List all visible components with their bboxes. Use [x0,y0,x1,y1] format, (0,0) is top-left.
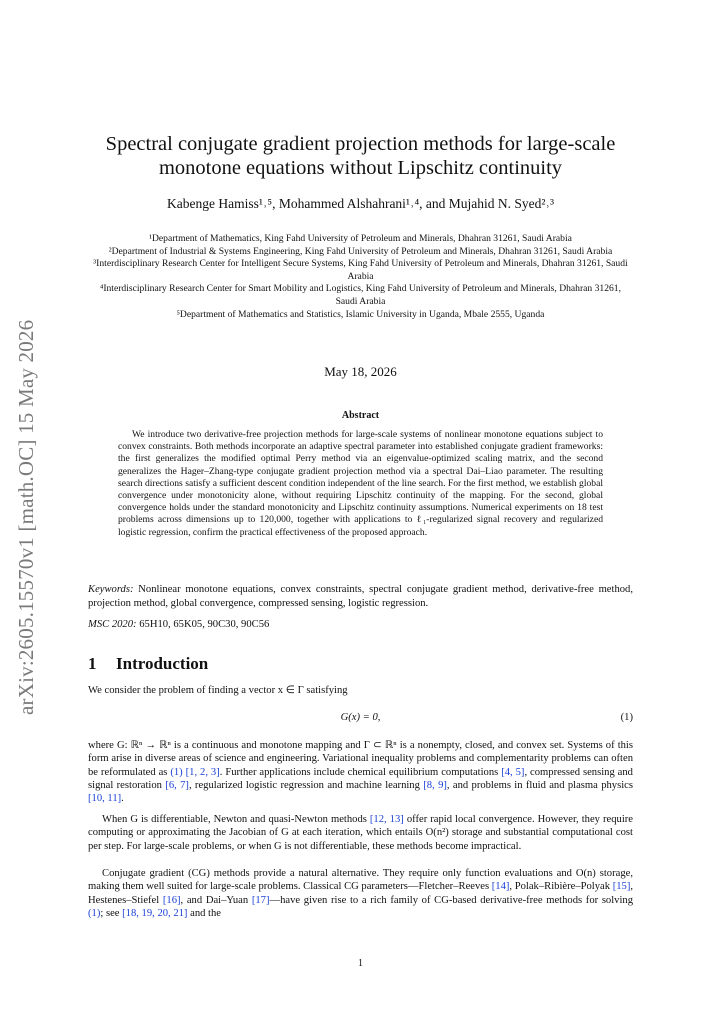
paragraph-3: Conjugate gradient (CG) methods provide a natural alternative. They require only function evaluations and O(n) storage, making them well suited for large-scale problems. Classical CG parameters—Fletcher–Reeves [14], Polak–Ribière–Polyak [15], Hestenes–Stiefel [16], and Dai–Yuan [17]—have given rise to a rich family of CG-based derivative-free methods for solving (1); see [18, 19, 20, 21] and the [88,868,634,919]
affiliation-3: ³Interdisciplinary Research Center for Intelligent Secure Systems, King Fahd University of Petroleum and Minerals, Dhahran 31261, Saudi Arabia [93,258,628,282]
citation-link[interactable]: [10, 11] [88,793,122,805]
intro-sentence: We consider the problem of finding a vector x ∈ Γ satisfying [88,685,348,696]
affiliation-1: ¹Department of Mathematics, King Fahd University of Petroleum and Minerals, Dhahran 31261, Saudi Arabia [149,233,572,244]
paper-page: arXiv:2605.15570v1 [math.OC] 15 May 2026 Spectral conjugate gradient projection methods for large-scale monotone equations without Lipschitz continuity Kabenge Hamiss¹˒⁵, Mohammed Alshahrani¹˒⁴, and Mujahid N. Syed²˒³ ¹Department of Mathematics, King Fahd University of Petroleum and Minerals, Dhahran 31261, Saudi Arabia ²Department of Industrial & Systems Engineering, King Fahd University of Petroleum and Minerals, Dhahran 31261, Saudi Arabia ³Interdisciplinary Research Center for Intelligent Secure Systems, King Fahd University of Petroleum and Minerals, Dhahran 31261, Saudi Arabia ⁴Interdisciplinary Research Center for Smart Mobility and Logistics, King Fahd University of Petroleum and Minerals, Dhahran 31261, Saudi Arabia ⁵Department of Mathematics and Statistics, Islamic University in Uganda, Mbale 2555, Uganda May 18, 2026 Abstract We introduce two derivative-free projection methods for large-scale systems of nonlinear monotone equations subject to convex constraints. Both methods incorporate an adaptive spectral parameter into established conjugate gradient frameworks: the first generalizes the modified optimal Perry method via an eigenvalue-optimized scaling matrix, and the second generalizes the Hager–Zhang-type conjugate gradient projection method via a spectral Dai–Liao parameter. The resulting search directions satisfy a sufficient descent condition independent of the line search. For the first method, we establish global convergence under monotonicity alone, without requiring Lipschitz continuity of the mapping. For the second, global convergence holds under the standard monotonicity and Lipschitz continuity assumptions. Numerical experiments on 18 test problems across dimensions up to 120,000, together with applications to ℓ₁-regularized signal recovery and regularized logistic regression, confirm the practical effectiveness of the proposed approach. Keywords: Nonlinear monotone equations, convex constraints, spectral conjugate gradient method, derivative-free method, projection method, global convergence, compressed sensing, logistic regression. MSC 2020: 65H10, 65K05, 90C30, 90C56 1 Introduction We consider the problem of finding a vector x ∈ Γ satisfying G(x) = 0, (1) where G: ℝⁿ → ℝⁿ is a continuous and monotone mapping and Γ ⊂ ℝⁿ is a nonempty, closed, and convex set. Systems of this form arise in diverse areas of science and engineering. Variational inequality problems and complementarity problems can often be reformulated as (1) [1, 2, 3]. Further applications include chemical equilibrium computations [4, 5], compressed sensing and signal restoration [6, 7], regularized logistic regression and machine learning [8, 9], and problems in fluid and plasma physics [10, 11]. When G is differentiable, Newton and quasi-Newton methods [12, 13] offer rapid local convergence. However, they require computing or approximating the Jacobian of G at each iteration, which entails O(n²) storage and substantial computational cost per step. For large-scale problems, or when G is not differentiable, these methods become impractical. Conjugate gradient (CG) methods provide a natural alternative. They require only function evaluations and O(n) storage, making them well suited for large-scale problems. Classical CG parameters—Fletcher–Reeves [14], Polak–Ribière–Polyak [15], Hestenes–Stiefel [16], and Dai–Yuan [17]—have given rise to a rich family of CG-based derivative-free methods for solving (1); see [18, 19, 20, 21] and the 1 [0,0,721,1019]
title-line-1: Spectral conjugate gradient projection methods for large-scale [105,133,616,155]
affiliation-5: ⁵Department of Mathematics and Statistics, Islamic University in Uganda, Mbale 2555, Uganda [176,308,545,320]
section-number: 1 [88,654,97,673]
msc-label: MSC 2020: [88,619,137,630]
section-heading [88,654,208,674]
citation-link[interactable]: [1, 2, 3] [185,766,220,778]
section-title: Introduction [116,654,209,673]
citation-link[interactable]: [18, 19, 20, 21] [122,907,188,919]
paragraph-2: When G is differentiable, Newton and quasi-Newton methods [12, 13] offer rapid local convergence. However, they require computing or approximating the Jacobian of G at each iteration, which entails O(n²) storage and substantial computational cost per step. For large-scale problems, or when G is not differentiable, these methods become impractical. [88,814,633,852]
citation-link[interactable]: [15] [612,881,631,893]
affiliation-2: ²Department of Industrial & Systems Engineering, King Fahd University of Petroleum and Minerals, Dhahran 31261, Saudi Arabia [108,245,613,257]
affiliation-4: ⁴Interdisciplinary Research Center for Smart Mobility and Logistics, King Fahd University of Petroleum and Minerals, Dhahran 31261, Saudi Arabia [99,283,622,307]
equation-label: (1) [620,712,633,723]
citation-link[interactable]: [16] [162,894,181,906]
affiliation-list [88,233,633,321]
keywords-text: Nonlinear monotone equations, convex constraints, spectral conjugate gradient method, derivative-free method, projection method, global convergence, compressed sensing, logistic regression. [88,584,633,609]
page-number: 1 [358,958,363,969]
author-list: Kabenge Hamiss¹˒⁵, Mohammed Alshahrani¹˒⁴, and Mujahid N. Syed²˒³ [166,196,555,211]
equation-1 [88,712,633,726]
citation-link[interactable]: [6, 7] [165,779,189,791]
abstract-heading: Abstract [341,410,380,421]
citation-link[interactable]: [4, 5] [501,766,525,778]
citation-link[interactable]: (1) [88,907,101,919]
equation-expression: G(x) = 0, [340,712,381,723]
citation-link[interactable]: [17] [251,894,270,906]
citation-link[interactable]: [8, 9] [423,779,447,791]
msc-classification [88,619,633,630]
abstract-text: We introduce two derivative-free projection methods for large-scale systems of nonlinear monotone equations subject to convex constraints. Both methods incorporate an adaptive spectral parameter into established conjugate gradient frameworks: the first generalizes the modified optimal Perry method via an eigenvalue-optimized scaling matrix, and the second generalizes the Hager–Zhang-type conjugate gradient projection method via a spectral Dai–Liao parameter. The resulting search directions satisfy a sufficient descent condition independent of the line search. For the first method, we establish global convergence under monotonicity alone, without requiring Lipschitz continuity of the mapping. For the second, global convergence holds under the standard monotonicity and Lipschitz continuity assumptions. Numerical experiments on 18 test problems across dimensions up to 120,000, together with applications to ℓ₁-regularized signal recovery and regularized logistic regression, confirm the practical effectiveness of the proposed approach. [118,429,603,538]
keywords-label: Keywords: [88,584,134,595]
citation-link[interactable]: (1) [170,766,183,778]
paper-date: May 18, 2026 [324,364,397,379]
citation-link[interactable]: [14] [491,881,510,893]
paper-title [80,132,641,180]
citation-link[interactable]: [12, 13] [369,814,404,825]
title-line-2: monotone equations without Lipschitz continuity [158,157,563,179]
paragraph-1: where G: ℝⁿ → ℝⁿ is a continuous and monotone mapping and Γ ⊂ ℝⁿ is a nonempty, closed, and convex set. Systems of this form arise in diverse areas of science and engineering. Variational inequality problems and complementarity problems can often be reformulated as (1) [1, 2, 3]. Further applications include chemical equilibrium computations [4, 5], compressed sensing and signal restoration [6, 7], regularized logistic regression and machine learning [8, 9], and problems in fluid and plasma physics [10, 11]. [88,740,633,805]
msc-text: 65H10, 65K05, 90C30, 90C56 [139,619,270,630]
keywords [88,583,633,610]
